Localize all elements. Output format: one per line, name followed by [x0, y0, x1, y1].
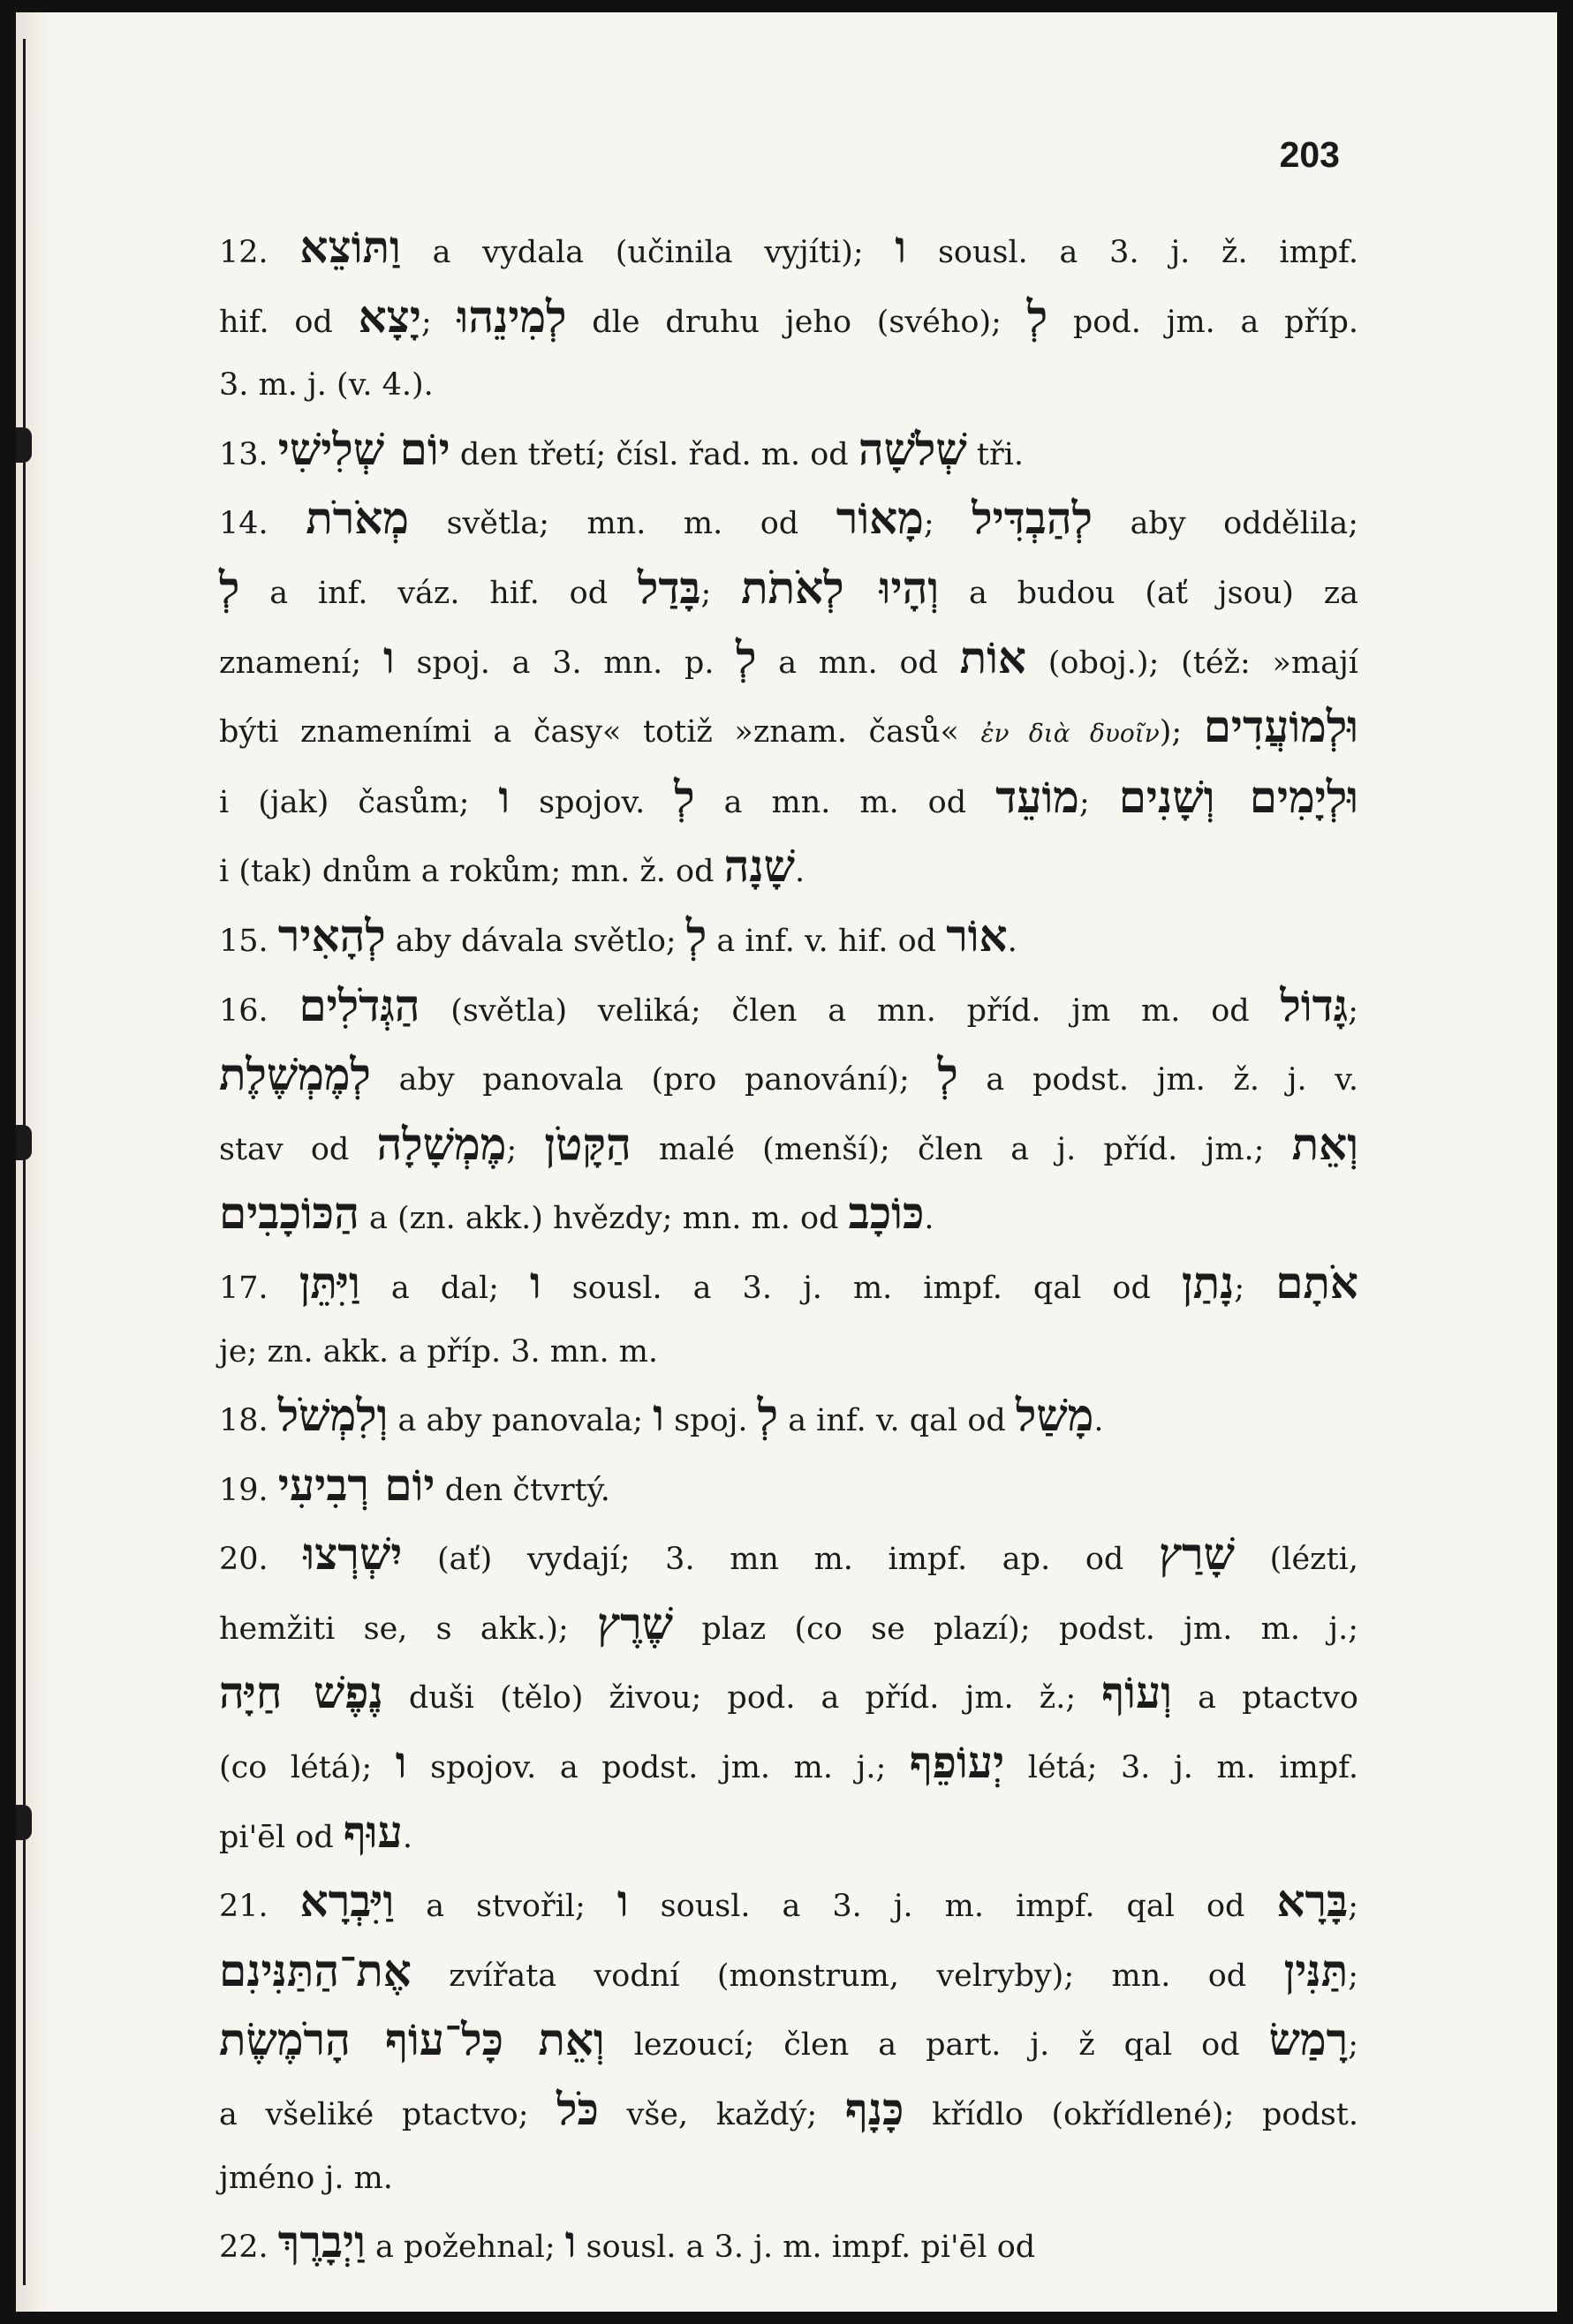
- entry-line: (co létá); ו spojov. a podst. jm. m. j.; יְעוֹפֵף létá; 3. j. m. impf.: [219, 1736, 1359, 1789]
- entry-line: 13. יוֹם שְׁלִישִׁי den třetí; čísl. řad. m. od שְׁלֹשָׁה tři.: [219, 422, 1025, 475]
- entry-line: 21. וַיִּבְרָא a stvořil; ו sousl. a 3. j. m. impf. qal od בָּרָא;: [219, 1875, 1358, 1928]
- entry-22: [219, 2210, 1358, 2280]
- page-number: 203: [1279, 134, 1340, 175]
- entry-line: znamení; ו spoj. a 3. mn. p. לְ a mn. od אוֹת (oboj.); (též: »mají: [219, 630, 1358, 683]
- entry-14: [219, 487, 1358, 904]
- entry-20: [219, 1522, 1358, 1869]
- entry-line: 16. הַגְּדֹלִים (světla) veliká; člen a mn. příd. jm m. od גָּדוֹל;: [219, 978, 1358, 1031]
- entry-line: jméno j. m.: [219, 2160, 393, 2196]
- entry-line: 3. m. j. (v. 4.).: [219, 367, 434, 404]
- entry-line: stav od מֶמְשָׁלָה; הַקָּטֹן malé (menší); člen a j. příd. jm.; וְאֵת: [219, 1117, 1358, 1170]
- entry-line: i (jak) časům; ו spojov. לְ a mn. m. od מוֹעֵד; וּלְיָמִים וְשָׁנִים: [219, 770, 1359, 823]
- entry-line: hemžiti se, s akk.); שֶׁרֶץ plaz (co se plazí); podst. jm. m. j.;: [219, 1596, 1358, 1649]
- entry-12: [219, 215, 1358, 418]
- dictionary-entries: [219, 215, 1358, 2280]
- entry-16: [219, 974, 1358, 1251]
- entry-line: לְ a inf. váz. hif. od בָּדַל; וְהָיוּ לְאֹתֹת a budou (ať jsou) za: [219, 561, 1359, 614]
- entry-line: 20. יִשְׁרְצוּ (ať) vydají; 3. mn m. impf. ap. od שָׁרַץ (lézti,: [219, 1528, 1358, 1581]
- entry-15: [219, 904, 1358, 974]
- entry-line: 18. וְלִמְשֹׁל a aby panovala; ו spoj. לְ a inf. v. qal od מָשַׁל.: [219, 1389, 1104, 1442]
- entry-line: הַכּוֹכָבִים a (zn. akk.) hvězdy; mn. m. od כּוֹכָב.: [219, 1187, 934, 1240]
- binding-clip-mark: [16, 427, 32, 463]
- entry-line: 12. וַתּוֹצֵא a vydala (učinila vyjíti); ו sousl. a 3. j. ž. impf.: [219, 221, 1358, 273]
- entry-13: [219, 418, 1358, 487]
- binding-rule: [23, 39, 26, 2285]
- entry-line: hif. od יָצָא; לְמִינֵהוּ dle druhu jeho (svého); לְ pod. jm. a příp.: [219, 290, 1359, 343]
- entry-line: נֶפֶשׁ חַיָּה duši (tělo) živou; pod. a příd. jm. ž.; וְעוֹף a ptactvo: [219, 1666, 1359, 1719]
- binding-edge: [16, 12, 49, 2312]
- entry-line: i (tak) dnům a rokům; mn. ž. od שָׁנָה.: [219, 840, 805, 893]
- entry-line: אֶת־הַתַּנִּינִם zvířata vodní (monstrum, velryby); mn. od תַּנִּין;: [219, 1943, 1358, 1996]
- entry-line: 15. לְהָאִיר aby dávala světlo; לְ a inf. v. hif. od אוֹר.: [219, 909, 1017, 962]
- entry-line: a všeliké ptactvo; כֹּל vše, každý; כָּנָף křídlo (okřídlené); podst.: [219, 2083, 1359, 2136]
- entry-19: [219, 1453, 1358, 1523]
- entry-line: 22. וַיְבָרֶךְ a požehnal; ו sousl. a 3. j. m. impf. pi'ēl od: [219, 2215, 1036, 2268]
- entry-line: 14. מְאֹרֹת světla; mn. m. od מָאוֹר; לְהַבְדִּיל aby oddělila;: [219, 492, 1358, 545]
- entry-line: 17. וַיִּתֵּן a dal; ו sousl. a 3. j. m. impf. qal od נָתַן; אֹתָם: [219, 1256, 1358, 1309]
- entry-17: [219, 1251, 1358, 1384]
- entry-line: 19. יוֹם רְבִיעִי den čtvrtý.: [219, 1458, 610, 1511]
- entry-18: [219, 1384, 1358, 1453]
- binding-clip-mark: [16, 1805, 32, 1840]
- binding-clip-mark: [16, 1125, 32, 1160]
- entry-line: לְמֶמְשֶׁלֶת aby panovala (pro panování); לְ a podst. jm. ž. j. v.: [219, 1048, 1359, 1101]
- entry-line: pi'ēl od עוּף.: [219, 1805, 412, 1858]
- book-page: [16, 12, 1557, 2312]
- entry-line: וְאֵת כָּל־עוֹף הָרֹמֶשֶׂת lezoucí; člen a part. j. ž qal od רָמַשׂ;: [219, 2013, 1358, 2066]
- entry-line: býti znameními a časy« totiž »znam. časů« ἐν διὰ δυοῖν); וּלְמוֹעֲדִים: [219, 700, 1359, 753]
- entry-line: je; zn. akk. a příp. 3. mn. m.: [219, 1333, 659, 1370]
- entry-21: [219, 1869, 1358, 2210]
